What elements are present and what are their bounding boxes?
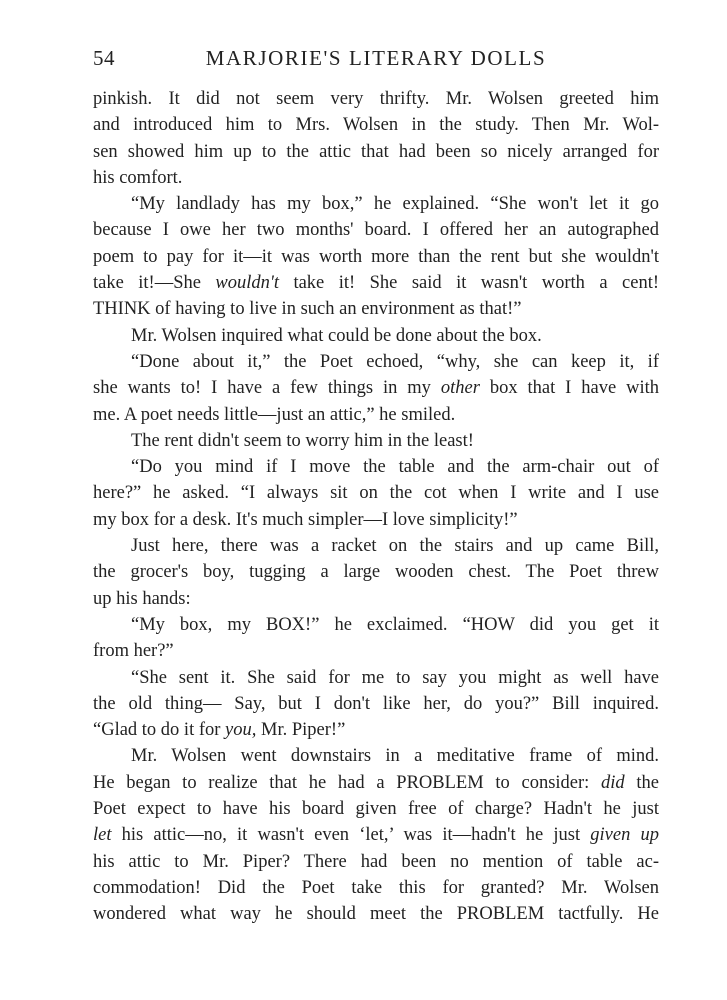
text-line: from her?” [93,641,174,662]
text-line: “My box, my BOX!” he exclaimed. “HOW did you get it [131,614,659,635]
text-line: The rent didn't seem to worry him in the least! [131,430,474,451]
text-segment: she wants to! I have a few things in my [93,378,441,399]
italic-word: wouldn't [215,273,279,294]
page-number: 54 [93,46,115,70]
text-line: THINK of having to live in such an environment as that!” [93,299,522,320]
text-line: Poet expect to have his board given free of charge? Hadn't he just [93,799,659,820]
text-line: wondered what way he should meet the PROBLEM tactfully. He [93,904,659,925]
text-line: “My landlady has my box,” he explained. “She won't let it go [131,194,659,215]
text-line: his comfort. [93,167,183,188]
page-header [93,46,659,76]
text-line: sen showed him up to the attic that had been so nicely arranged for [93,141,659,162]
text-line: “She sent it. She said for me to say you might as well have [131,667,659,688]
italic-word: other [440,378,480,399]
text-segment: box that I have with [479,378,659,399]
text-line: the old thing— Say, but I don't like her, do you?” Bill inquired. [93,693,659,714]
text-line: because I owe her two months' board. I offered her an autographed [93,220,659,241]
italic-word: you, [225,720,257,741]
text-line: me. A poet needs little—just an attic,” he smiled. [93,404,456,425]
text-line: his attic to Mr. Piper? There had been no mention of table ac- [93,851,659,872]
italic-word: given up [590,825,659,846]
text-line [93,770,659,796]
text-line: the grocer's boy, tugging a large wooden chest. The Poet threw [93,562,659,583]
text-line: “Done about it,” the Poet echoed, “why, she can keep it, if [131,351,659,372]
running-title: MARJORIE'S LITERARY DOLLS [205,46,547,70]
text-line: here?” he asked. “I always sit on the cot when I write and I use [93,483,659,504]
text-segment: the [624,772,659,793]
text-line: my box for a desk. It's much simpler—I love simplicity!” [93,509,518,530]
text-line: pinkish. It did not seem very thrifty. Mr. Wolsen greeted him [93,89,659,109]
text-line: commodation! Did the Poet take this for granted? Mr. Wolsen [93,877,659,898]
text-line: Just here, there was a racket on the stairs and up came Bill, [131,536,659,557]
text-line: and introduced him to Mrs. Wolsen in the study. Then Mr. Wol- [93,115,659,136]
text-segment: Mr. Piper!” [256,720,346,741]
body-text [93,86,659,928]
text-segment: take it!—She [93,273,216,294]
italic-word: did [601,772,625,793]
text-segment: his attic—no, it wasn't even ‘let,’ was it—hadn't he just [111,825,591,846]
text-line: “Do you mind if I move the table and the arm-chair out of [131,457,659,478]
text-line [93,375,659,401]
text-line [93,822,659,848]
text-segment: take it! She said it wasn't worth a cent! [279,273,659,294]
text-line: Mr. Wolsen inquired what could be done about the box. [131,325,542,346]
text-line: Mr. Wolsen went downstairs in a meditative frame of mind. [131,746,659,767]
text-line [93,717,659,743]
text-line: up his hands: [93,588,191,609]
text-segment: “Glad to do it for [93,720,226,741]
text-line [93,270,659,296]
text-segment: He began to realize that he had a PROBLEM to consider: [93,772,602,793]
italic-word: let [93,825,112,846]
text-line: poem to pay for it—it was worth more than the rent but she wouldn't [93,246,659,267]
